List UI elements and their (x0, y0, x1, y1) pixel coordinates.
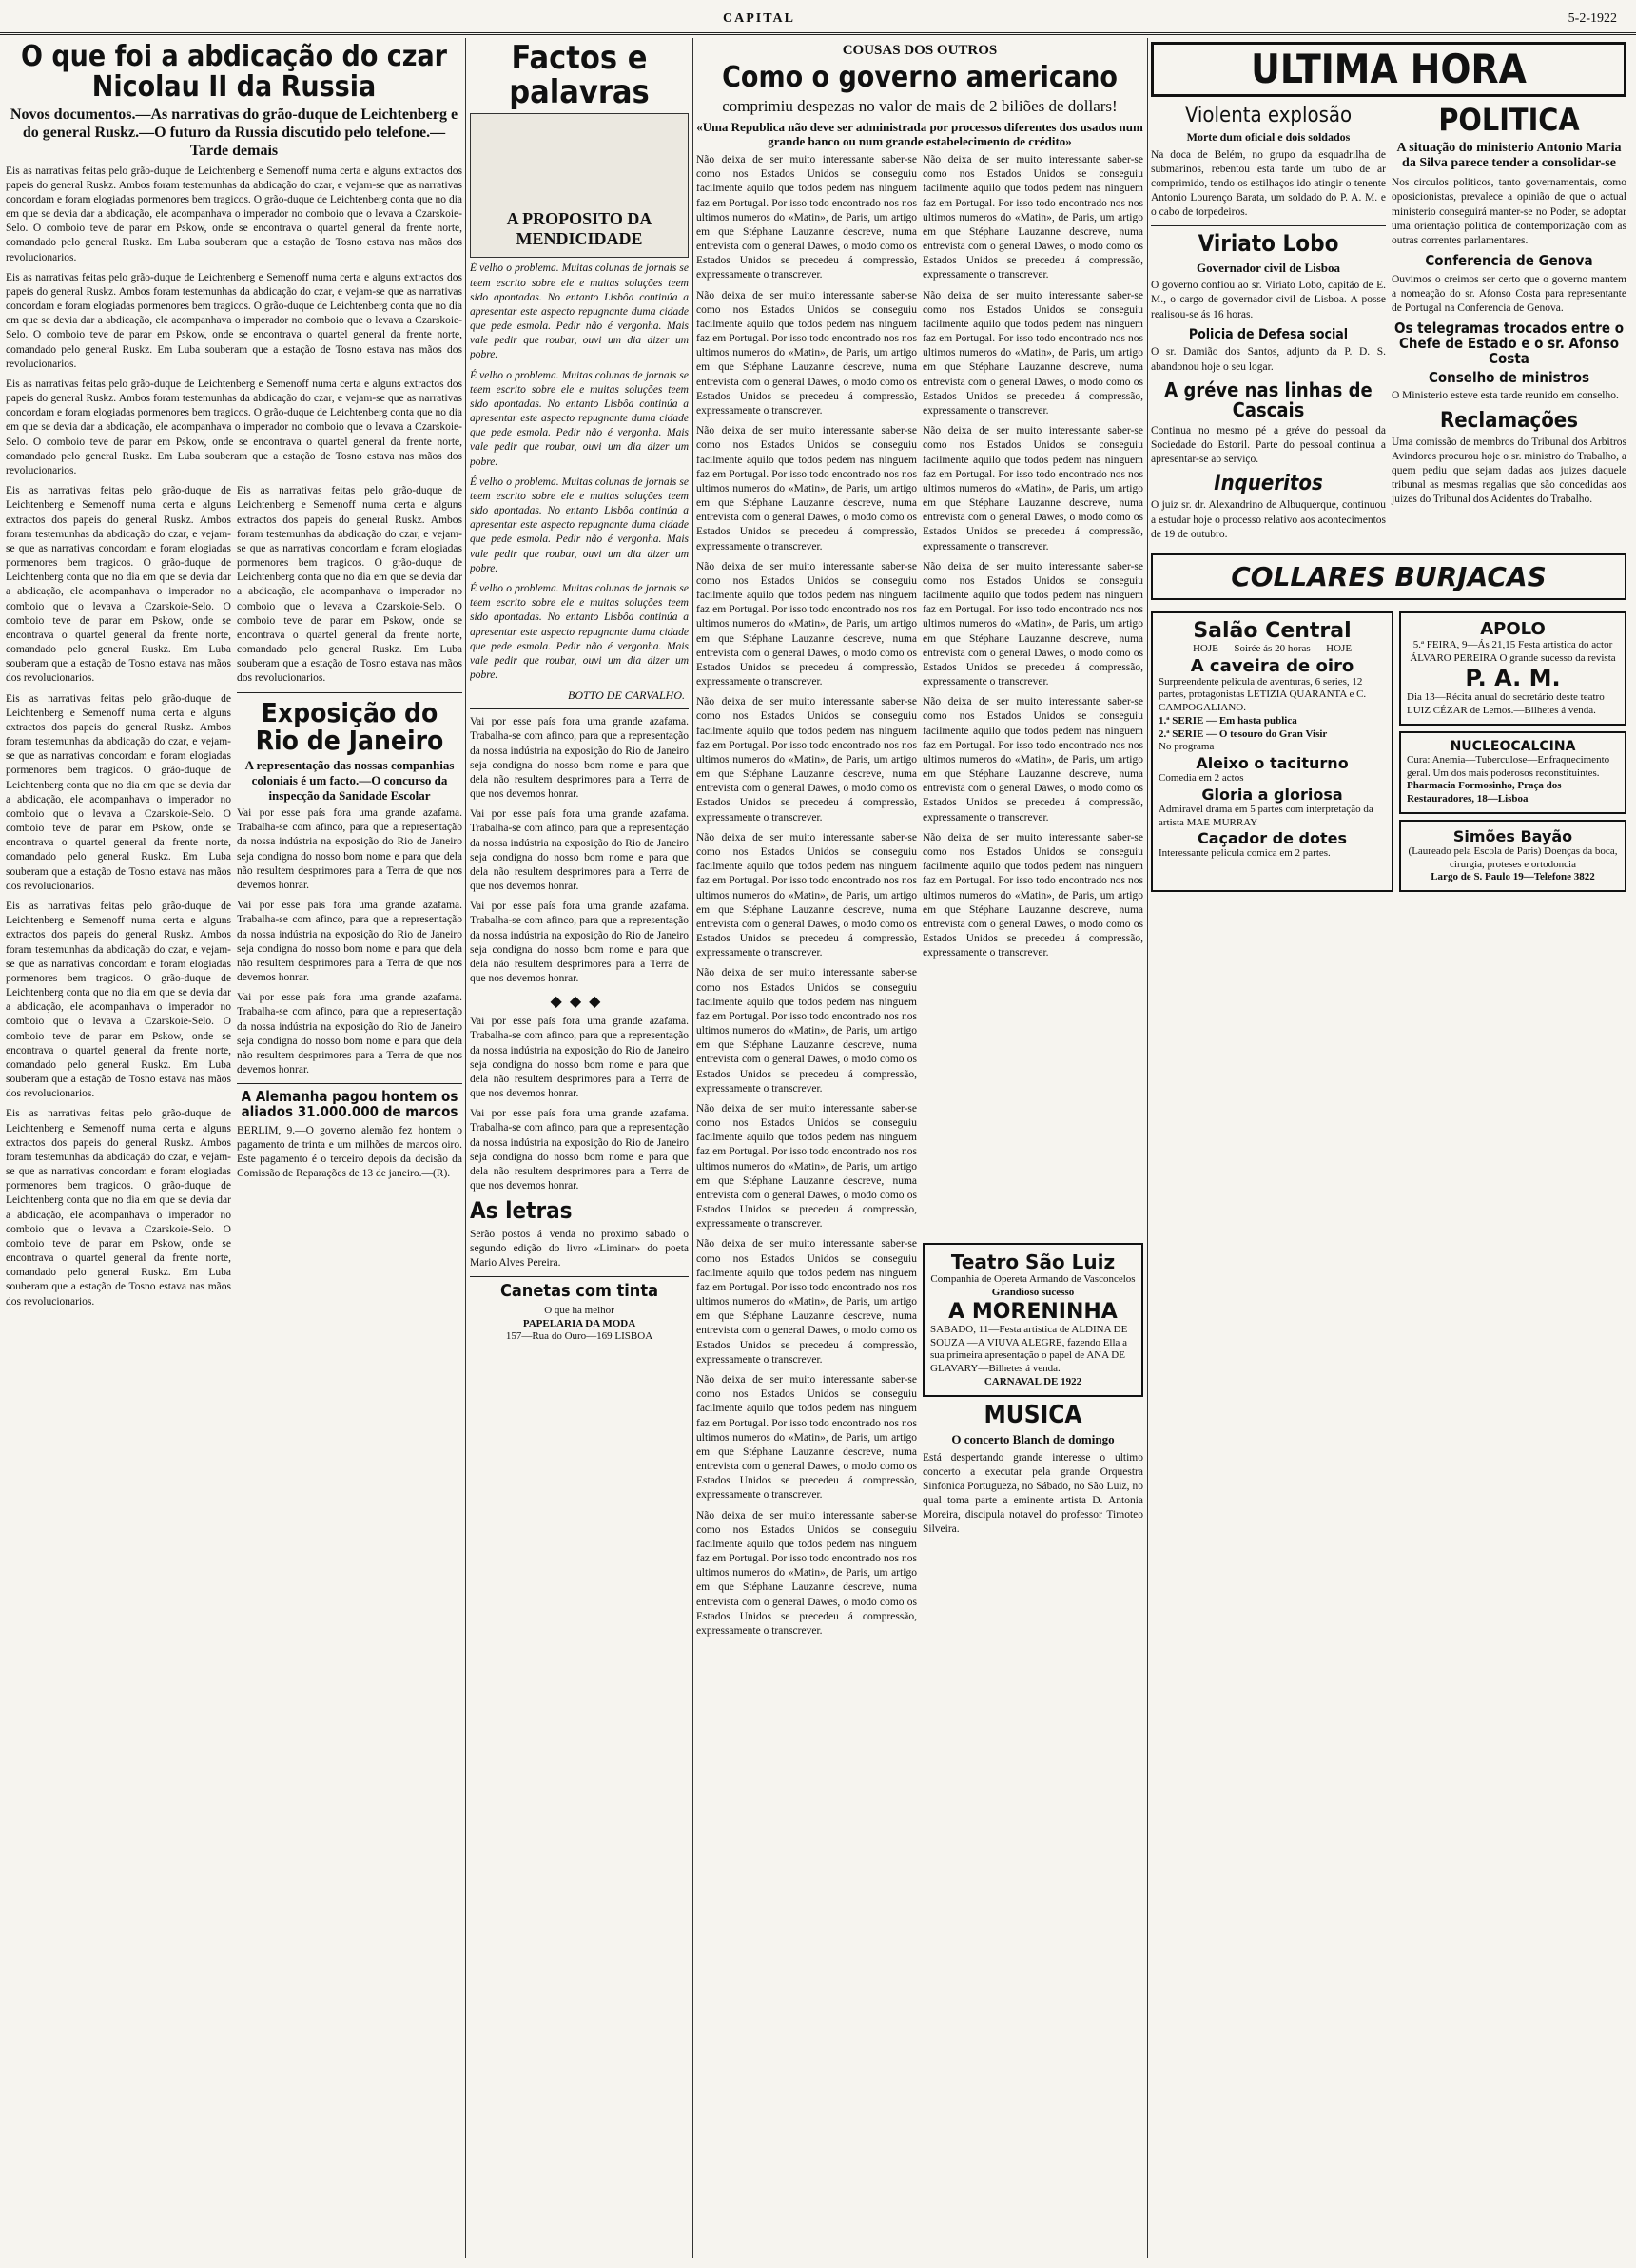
letters-body: Serão postos á venda no proximo sabado o segundo edição do livro «Liminar» do poeta Mario Alves Pereira. (470, 1228, 689, 1269)
us-government-body: Não deixa de ser muito interessante saber-se como nos Estados Unidos se conseguiu facilmente aquilo que todos pedem nas ninguem faz em Portugal. Por isso todo encontrado nos nos ultimos numeros do «Matin», de Paris, um artigo em que Stéphane Lauzanne descreve, numa entrevista com o general Dawes, o modo como os Estados Unidos se precedeu á compressão, expressamente o transcrever. (923, 696, 1143, 824)
us-government-body: Não deixa de ser muito interessante saber-se como nos Estados Unidos se conseguiu facilmente aquilo que todos pedem nas ninguem faz em Portugal. Por isso todo encontrado nos nos ultimos numeros do «Matin», de Paris, um artigo em que Stéphane Lauzanne descreve, numa entrevista com o general Dawes, o modo como os Estados Unidos se precedeu á compressão, expressamente o transcrever. (696, 1102, 917, 1231)
us-government-body: Não deixa de ser muito interessante saber-se como nos Estados Unidos se conseguiu facilmente aquilo que todos pedem nas ninguem faz em Portugal. Por isso todo encontrado nos nos ultimos numeros do «Matin», de Paris, um artigo em que Stéphane Lauzanne descreve, numa entrevista com o general Dawes, o modo como os Estados Unidos se precedeu á compressão, expressamente o transcrever. (696, 1238, 917, 1366)
viriato-body: O governo confiou ao sr. Viriato Lobo, capitão de E. M., o cargo de governador civil de Lisboa. A posse realisou-se ás 16 horas. (1151, 280, 1386, 320)
column-3 (696, 38, 1143, 2258)
germany-body: BERLIM, 9.—O governo alemão fez hontem o pagamento de trinta e um milhões de marcos oiro. Este pagamento é o terceiro depois da decisão da Comissão de Reparações de 13 de janeiro.—(R). (237, 1124, 462, 1180)
collares-ad (1151, 553, 1626, 600)
salon-film-4: Caçador de dotes (1197, 829, 1348, 848)
others-section: COUSAS DOS OUTROS (842, 43, 998, 58)
explosion-headline: Violenta explosão (1184, 104, 1353, 128)
pharmacy-body: Cura: Anemia—Tuberculose—Enfraquecimento geral. Um dos mais poderosos reconstituintes. (1407, 753, 1610, 779)
us-government-body: Não deixa de ser muito interessante saber-se como nos Estados Unidos se conseguiu facilmente aquilo que todos pedem nas ninguem faz em Portugal. Por isso todo encontrado nos nos ultimos numeros do «Matin», de Paris, um artigo em que Stéphane Lauzanne descreve, numa entrevista com o general Dawes, o modo como os Estados Unidos se precedeu á compressão, expressamente o transcrever. (696, 696, 917, 824)
us-government-body: Não deixa de ser muito interessante saber-se como nos Estados Unidos se conseguiu facilmente aquilo que todos pedem nas ninguem faz em Portugal. Por isso todo encontrado nos nos ultimos numeros do «Matin», de Paris, um artigo em que Stéphane Lauzanne descreve, numa entrevista com o general Dawes, o modo como os Estados Unidos se precedeu á compressão, expressamente o transcrever. (923, 154, 1143, 281)
inquiry-headline: Inqueritos (1214, 472, 1323, 496)
salon-title: Salão Central (1193, 618, 1352, 643)
col2-body: Vai por esse país fora uma grande azafama. Trabalha-se com afinco, para que a representação da nossa indústria na exposição do Rio de Janeiro seja condigna do nosso bom nome e para que dela não resultem desprimores para a Terra de que nos devemos honrar. (470, 716, 689, 801)
apolo-ad (1399, 611, 1626, 726)
us-government-body: Não deixa de ser muito interessante saber-se como nos Estados Unidos se conseguiu facilmente aquilo que todos pedem nas ninguem faz em Portugal. Por isso todo encontrado nos nos ultimos numeros do «Matin», de Paris, um artigo em que Stéphane Lauzanne descreve, numa entrevista com o general Dawes, o modo como os Estados Unidos se precedeu á compressão, expressamente o transcrever. (923, 831, 1143, 960)
divider (237, 692, 462, 693)
collares-title: COLLARES BURJACAS (1231, 560, 1547, 592)
divider (470, 708, 689, 709)
pharmacy-store: Pharmacia Formosinho, Praça dos Restauradores, 18—Lisboa (1407, 780, 1562, 805)
pens-subtitle: O que ha melhor (544, 1304, 614, 1316)
music-subtitle: O concerto Blanch de domingo (951, 1432, 1115, 1446)
pens-store: PAPELARIA DA MODA (522, 1317, 636, 1329)
pens-title: Canetas com tinta (500, 1281, 658, 1302)
germany-headline: A Alemanha pagou hontem os aliados 31.000.000 de marcos (241, 1088, 458, 1120)
viriato-subtitle: Governador civil de Lisboa (1196, 260, 1341, 275)
abdication-body: Eis as narrativas feitas pelo grão-duque de Leichtenberg e Semenoff numa certa e alguns extractos dos papeis do general Ruskz. Ambos foram testemunhas da abdicação do czar, e vejam-se que as narrativas concordam e foram elogiadas pormenores bem tragicos. O grão-duque de Leichtenberg conta que no dia em que se devia dar a abdicação, ele acompanhava o imperador no comboio que o levava a Czarskoie-Selo. O comboio teve de parar em Pskow, onde se encontrava o quartel general da frente norte, comandado pelo general Ruskz. Em Luba souberam que a estação de Tosno estava nas mãos dos revolucionarios. (6, 485, 231, 685)
theatre-company: Companhia de Opereta Armando de Vasconcelos (930, 1273, 1136, 1286)
mendicity-body: É velho o problema. Muitas colunas de jornais se teem escrito sobre ele e muitas soluções teem sido apontadas. No entanto Lisbôa continúa a apresentar este aspecto repugnante duma cidade que pede esmola. Pedir não é vergonha. Mais vale pedir que roubar, ouvi um dia dizer um pobre. (470, 475, 689, 574)
column-rule (692, 38, 693, 2258)
salon-film-desc: Surpreendente pelicula de aventuras, 6 series, 12 partes, protagonistas LETIZIA QUARANTA e C. CAMPOGALIANO. (1159, 675, 1367, 714)
masthead-date: 5-2-1922 (1568, 11, 1617, 26)
salon-film-2-desc: Comedia em 2 actos (1159, 772, 1244, 785)
doctor-address: Largo de S. Paulo 19—Telefone 3822 (1431, 871, 1595, 883)
music-headline: MUSICA (984, 1400, 1082, 1429)
facts-headline: Factos e palavras (509, 39, 650, 111)
us-government-body: Não deixa de ser muito interessante saber-se como nos Estados Unidos se conseguiu facilmente aquilo que todos pedem nas ninguem faz em Portugal. Por isso todo encontrado nos nos ultimos numeros do «Matin», de Paris, um artigo em que Stéphane Lauzanne descreve, numa entrevista com o general Dawes, o modo como os Estados Unidos se precedeu á compressão, expressamente o transcrever. (923, 560, 1143, 688)
police-headline: Policia de Defesa social (1188, 326, 1349, 342)
col2-body: Vai por esse país fora uma grande azafama. Trabalha-se com afinco, para que a representação da nossa indústria na exposição do Rio de Janeiro seja condigna do nosso bom nome e para que dela não resultem desprimores para a Terra de que nos devemos honrar. (470, 1108, 689, 1192)
ornament: ◆◆◆ (550, 994, 609, 1011)
column-4 (1151, 38, 1626, 2258)
exhibit-body: Vai por esse país fora uma grande azafama. Trabalha-se com afinco, para que a representação da nossa indústria na exposição do Rio de Janeiro seja condigna do nosso bom nome e para que dela não resultem desprimores para a Terra de que nos devemos honrar. (237, 992, 462, 1076)
theatre-name: Teatro São Luiz (950, 1250, 1116, 1274)
column-rule (465, 38, 466, 2258)
divider (1151, 225, 1386, 226)
us-government-body: Não deixa de ser muito interessante saber-se como nos Estados Unidos se conseguiu facilmente aquilo que todos pedem nas ninguem faz em Portugal. Por isso todo encontrado nos nos ultimos numeros do «Matin», de Paris, um artigo em que Stéphane Lauzanne descreve, numa entrevista com o general Dawes, o modo como os Estados Unidos se precedeu á compressão, expressamente o transcrever. (696, 1509, 917, 1637)
politics-subtitle: A situação do ministerio Antonio Maria da Silva parece tender a consolidar-se (1396, 140, 1622, 171)
pharmacy-product: NUCLEOCALCINA (1450, 738, 1576, 754)
apolo-show: P. A. M. (1465, 665, 1561, 692)
theatre-carnival: CARNAVAL DE 1922 (984, 1375, 1082, 1387)
us-government-body: Não deixa de ser muito interessante saber-se como nos Estados Unidos se conseguiu facilmente aquilo que todos pedem nas ninguem faz em Portugal. Por isso todo encontrado nos nos ultimos numeros do «Matin», de Paris, um artigo em que Stéphane Lauzanne descreve, numa entrevista com o general Dawes, o modo como os Estados Unidos se precedeu á compressão, expressamente o transcrever. (696, 289, 917, 417)
salon-film-3-desc: Admiravel drama em 5 partes com interpretação da artista MAE MURRAY (1159, 803, 1373, 828)
mendicity-body: É velho o problema. Muitas colunas de jornais se teem escrito sobre ele e muitas soluções teem sido apontadas. No entanto Lisbôa continúa a apresentar este aspecto repugnante duma cidade que pede esmola. Pedir não é vergonha. Mais vale pedir que roubar, ouvi um dia dizer um pobre. (470, 582, 689, 682)
us-government-body: Não deixa de ser muito interessante saber-se como nos Estados Unidos se conseguiu facilmente aquilo que todos pedem nas ninguem faz em Portugal. Por isso todo encontrado nos nos ultimos numeros do «Matin», de Paris, um artigo em que Stéphane Lauzanne descreve, numa entrevista com o general Dawes, o modo como os Estados Unidos se precedeu á compressão, expressamente o transcrever. (696, 560, 917, 688)
salon-ad (1151, 611, 1393, 892)
us-government-body: Não deixa de ser muito interessante saber-se como nos Estados Unidos se conseguiu facilmente aquilo que todos pedem nas ninguem faz em Portugal. Por isso todo encontrado nos nos ultimos numeros do «Matin», de Paris, um artigo em que Stéphane Lauzanne descreve, numa entrevista com o general Dawes, o modo como os Estados Unidos se precedeu á compressão, expressamente o transcrever. (696, 1374, 917, 1502)
theatre-note: Grandioso sucesso (991, 1287, 1075, 1299)
genova-body: Ouvimos o creimos ser certo que o governo mantem a nomeação do sr. Afonso Costa para representante de Portugal na Conferencia de Genova. (1392, 273, 1626, 315)
salon-program: No programa (1159, 741, 1215, 753)
column-1 (6, 38, 462, 2258)
col2-body: Vai por esse país fora uma grande azafama. Trabalha-se com afinco, para que a representação da nossa indústria na exposição do Rio de Janeiro seja condigna do nosso bom nome e para que dela não resultem desprimores para a Terra de que nos devemos honrar. (470, 1016, 689, 1100)
theatre-play: A MORENINHA (948, 1299, 1118, 1324)
doctor-ad (1399, 820, 1626, 892)
masthead-title: CAPITAL (723, 11, 795, 26)
us-government-body: Não deixa de ser muito interessante saber-se como nos Estados Unidos se conseguiu facilmente aquilo que todos pedem nas ninguem faz em Portugal. Por isso todo encontrado nos nos ultimos numeros do «Matin», de Paris, um artigo em que Stéphane Lauzanne descreve, numa entrevista com o general Dawes, o modo como os Estados Unidos se precedeu á compressão, expressamente o transcrever. (923, 425, 1143, 552)
doctor-name: Simões Bayão (1452, 826, 1573, 845)
letters-headline: As letras (470, 1197, 573, 1225)
pens-address: 157—Rua do Ouro—169 LISBOA (505, 1330, 653, 1343)
exhibit-body: Vai por esse país fora uma grande azafama. Trabalha-se com afinco, para que a representação da nossa indústria na exposição do Rio de Janeiro seja condigna do nosso bom nome e para que dela não resultem desprimores para a Terra de que nos devemos honrar. (237, 807, 462, 891)
viriato-headline: Viriato Lobo (1198, 230, 1339, 258)
us-government-headline: Como o governo americano (722, 61, 1118, 94)
us-government-body: Não deixa de ser muito interessante saber-se como nos Estados Unidos se conseguiu facilmente aquilo que todos pedem nas ninguem faz em Portugal. Por isso todo encontrado nos nos ultimos numeros do «Matin», de Paris, um artigo em que Stéphane Lauzanne descreve, numa entrevista com o general Dawes, o modo como os Estados Unidos se precedeu á compressão, expressamente o transcrever. (696, 154, 917, 281)
abdication-body: Eis as narrativas feitas pelo grão-duque de Leichtenberg e Semenoff numa certa e alguns extractos dos papeis do general Ruskz. Ambos foram testemunhas da abdicação do czar, e vejam-se que as narrativas concordam e foram elogiadas pormenores bem tragicos. O grão-duque de Leichtenberg conta que no dia em que se devia dar a abdicação, ele acompanhava o imperador no comboio que o levava a Czarskoie-Selo. O comboio teve de parar em Pskow, onde se encontrava o quartel general da frente norte, comandado pelo general Ruskz. Em Luba souberam que a estação de Tosno estava nas mãos dos revolucionarios. (6, 692, 231, 892)
complaints-headline: Reclamações (1439, 408, 1579, 433)
salon-series-2: 2.ª SERIE — O tesouro do Gran Visir (1159, 727, 1328, 740)
column-2 (470, 38, 689, 2258)
council-body: O Ministerio esteve esta tarde reunido em conselho. (1392, 390, 1619, 402)
divider (237, 1083, 462, 1084)
last-hour-headline: ULTIMA HORA (1151, 42, 1626, 97)
telegrams-headline: Os telegramas trocados entre o Chefe de Estado e o sr. Afonso Costa (1393, 320, 1625, 367)
mendicity-illustration (470, 113, 689, 258)
pharmacy-ad (1399, 731, 1626, 814)
music-body: Está despertando grande interesse o ultimo concerto a executar pela grande Orquestra Sinfonica Portugueza, no Sábado, no São Luiz, no qual toma parte a eminente artista D. Antonia Moreira, discipula notavel do professor Timoteo Silveira. (923, 1451, 1143, 1536)
abdication-body: Eis as narrativas feitas pelo grão-duque de Leichtenberg e Semenoff numa certa e alguns extractos dos papeis do general Ruskz. Ambos foram testemunhas da abdicação do czar, e vejam-se que as narrativas concordam e foram elogiadas pormenores bem tragicos. O grão-duque de Leichtenberg conta que no dia em que se devia dar a abdicação, ele acompanhava o imperador no comboio que o levava a Czarskoie-Selo. O comboio teve de parar em Pskow, onde se encontrava o quartel general da frente norte, comandado pelo general Ruskz. Em Luba souberam que a estação de Tosno estava nas mãos dos revolucionarios. (6, 1108, 231, 1308)
genova-headline: Conferencia de Genova (1425, 252, 1593, 270)
abdication-body: Eis as narrativas feitas pelo grão-duque de Leichtenberg e Semenoff numa certa e alguns extractos dos papeis do general Ruskz. Ambos foram testemunhas da abdicação do czar, e vejam-se que as narrativas concordam e foram elogiadas pormenores bem tragicos. O grão-duque de Leichtenberg conta que no dia em que se devia dar a abdicação, ele acompanhava o imperador no comboio que o levava a Czarskoie-Selo. O comboio teve de parar em Pskow, onde se encontrava o quartel general da frente norte, comandado pelo general Ruskz. Em Luba souberam que a estação de Tosno estava nas mãos dos revolucionarios. (237, 485, 462, 685)
us-government-lead: «Uma Republica não deve ser administrada por processos diferentes dos usados num grande banco ou num grande estabelecimento de crédito» (696, 119, 1143, 149)
strike-headline: A gréve nas linhas de Cascais (1164, 378, 1373, 421)
apolo-title: APOLO (1480, 618, 1546, 639)
salon-time: HOJE — Soirée ás 20 horas — HOJE (1192, 642, 1353, 654)
salon-series-1: 1.ª SERIE — Em hasta publica (1159, 714, 1297, 727)
us-government-body: Não deixa de ser muito interessante saber-se como nos Estados Unidos se conseguiu facilmente aquilo que todos pedem nas ninguem faz em Portugal. Por isso todo encontrado nos nos ultimos numeros do «Matin», de Paris, um artigo em que Stéphane Lauzanne descreve, numa entrevista com o general Dawes, o modo como os Estados Unidos se precedeu á compressão, expressamente o transcrever. (923, 289, 1143, 417)
mendicity-signature: BOTTO DE CARVALHO. (567, 688, 685, 703)
salon-film: A caveira de oiro (1190, 655, 1354, 676)
exhibit-subtitle: A representação das nossas companhias coloniais é um facto.—O concurso da inspecção da Sanidade Escolar (244, 758, 455, 803)
us-government-subtitle: comprimiu despezas no valor de mais de 2 biliões de dollars! (722, 96, 1118, 115)
apolo-body: 5.ª FEIRA, 9—Ás 21,15 Festa artistica do actor ÁLVARO PEREIRA O grande sucesso da revista (1410, 638, 1616, 664)
salon-film-3: Gloria a gloriosa (1201, 785, 1343, 804)
theatre-body: SABADO, 11—Festa artistica de ALDINA DE SOUZA —A VIUVA ALEGRE, fazendo Ella a sua primeira apresentação o papel de ANA DE GLAVARY—Bilhetes á venda. (930, 1323, 1128, 1375)
doctor-body: (Laureado pela Escola de Paris) Doenças da boca, cirurgia, proteses e ortodoncia (1408, 844, 1618, 870)
explosion-body: Na doca de Belém, no grupo da esquadrilha de submarinos, rebentou esta tarde um tubo de ar comprimido, tendo os estilhaços ido atingir o tenente Antonio Lourenço Barata, um soldado do P. A. M. e o cabo de torpedeiros. (1151, 148, 1386, 219)
abdication-body: Eis as narrativas feitas pelo grão-duque de Leichtenberg e Semenoff numa certa e alguns extractos dos papeis do general Ruskz. Ambos foram testemunhas da abdicação do czar, e vejam-se que as narrativas concordam e foram elogiadas pormenores bem tragicos. O grão-duque de Leichtenberg conta que no dia em que se devia dar a abdicação, ele acompanhava o imperador no comboio que o levava a Czarskoie-Selo. O comboio teve de parar em Pskow, onde se encontrava o quartel general da frente norte, comandado pelo general Ruskz. Em Luba souberam que a estação de Tosno estava nas mãos dos revolucionarios. (6, 165, 462, 263)
complaints-body: Uma comissão de membros do Tribunal dos Arbitros Avindores procurou hoje o sr. ministro do Trabalho, a quem pediu que sejam dadas aos juizes daquele tribunal as mesmas regalias que são concedidas aos juizes do Tribunal dos Acidentes do Trabalho. (1392, 436, 1626, 506)
abdication-body: Eis as narrativas feitas pelo grão-duque de Leichtenberg e Semenoff numa certa e alguns extractos dos papeis do general Ruskz. Ambos foram testemunhas da abdicação do czar, e vejam-se que as narrativas concordam e foram elogiadas pormenores bem tragicos. O grão-duque de Leichtenberg conta que no dia em que se devia dar a abdicação, ele acompanhava o imperador no comboio que o levava a Czarskoie-Selo. O comboio teve de parar em Pskow, onde se encontrava o quartel general da frente norte, comandado pelo general Ruskz. Em Luba souberam que a estação de Tosno estava nas mãos dos revolucionarios. (6, 378, 462, 476)
column-rule (1147, 38, 1148, 2258)
exhibit-body: Vai por esse país fora uma grande azafama. Trabalha-se com afinco, para que a representação da nossa indústria na exposição do Rio de Janeiro seja condigna do nosso bom nome e para que dela não resultem desprimores para a Terra de que nos devemos honrar. (237, 900, 462, 984)
inquiry-body: O juiz sr. dr. Alexandrino de Albuquerque, continuou a estudar hoje o processo relativo aos acontecimentos de 19 de outubro. (1151, 499, 1386, 540)
us-government-body: Não deixa de ser muito interessante saber-se como nos Estados Unidos se conseguiu facilmente aquilo que todos pedem nas ninguem faz em Portugal. Por isso todo encontrado nos nos ultimos numeros do «Matin», de Paris, um artigo em que Stéphane Lauzanne descreve, numa entrevista com o general Dawes, o modo como os Estados Unidos se precedeu á compressão, expressamente o transcrever. (696, 967, 917, 1095)
abdication-body: Eis as narrativas feitas pelo grão-duque de Leichtenberg e Semenoff numa certa e alguns extractos dos papeis do general Ruskz. Ambos foram testemunhas da abdicação do czar, e vejam-se que as narrativas concordam e foram elogiadas pormenores bem tragicos. O grão-duque de Leichtenberg conta que no dia em que se devia dar a abdicação, ele acompanhava o imperador no comboio que o levava a Czarskoie-Selo. O comboio teve de parar em Pskow, onde se encontrava o quartel general da frente norte, comandado pelo general Ruskz. Em Luba souberam que a estação de Tosno estava nas mãos dos revolucionarios. (6, 900, 231, 1100)
apolo-more: Dia 13—Récita anual do secretário deste teatro LUIZ CÉZAR de Lemos.—Bilhetes á venda. (1407, 691, 1605, 717)
salon-film-4-desc: Interessante pelicula comica em 2 partes. (1159, 847, 1331, 860)
abdication-body: Eis as narrativas feitas pelo grão-duque de Leichtenberg e Semenoff numa certa e alguns extractos dos papeis do general Ruskz. Ambos foram testemunhas da abdicação do czar, e vejam-se que as narrativas concordam e foram elogiadas pormenores bem tragicos. O grão-duque de Leichtenberg conta que no dia em que se devia dar a abdicação, ele acompanhava o imperador no comboio que o levava a Czarskoie-Selo. O comboio teve de parar em Pskow, onde se encontrava o quartel general da frente norte, comandado pelo general Ruskz. Em Luba souberam que a estação de Tosno estava nas mãos dos revolucionarios. (6, 271, 462, 370)
abdication-subtitle: Novos documentos.—As narrativas do grão-duque de Leichtenberg e do general Ruskz.—O futuro da Russia discutido pelo telefone.—Tarde demais (10, 107, 458, 160)
us-government-body: Não deixa de ser muito interessante saber-se como nos Estados Unidos se conseguiu facilmente aquilo que todos pedem nas ninguem faz em Portugal. Por isso todo encontrado nos nos ultimos numeros do «Matin», de Paris, um artigo em que Stéphane Lauzanne descreve, numa entrevista com o general Dawes, o modo como os Estados Unidos se precedeu á compressão, expressamente o transcrever. (696, 831, 917, 960)
politics-body: Nos circulos politicos, tanto governamentais, como oposicionistas, prevalece a opinião de que o actual ministerio conseguirá manter-se no Poder, se adoptar uma orientação politica de contemporização com as outras correntes parlamentares. (1392, 177, 1626, 246)
divider (470, 1276, 689, 1277)
strike-body: Continua no mesmo pé a gréve do pessoal da Sociedade do Estoril. Parte do pessoal continua a apresentar-se ao serviço. (1151, 424, 1386, 466)
mendicity-body: É velho o problema. Muitas colunas de jornais se teem escrito sobre ele e muitas soluções teem sido apontadas. No entanto Lisbôa continúa a apresentar este aspecto repugnante duma cidade que pede esmola. Pedir não é vergonha. Mais vale pedir que roubar, ouvi um dia dizer um pobre. (470, 369, 689, 468)
explosion-subtitle: Morte dum oficial e dois soldados (1186, 130, 1351, 145)
col2-body: Vai por esse país fora uma grande azafama. Trabalha-se com afinco, para que a representação da nossa indústria na exposição do Rio de Janeiro seja condigna do nosso bom nome e para que dela não resultem desprimores para a Terra de que nos devemos honrar. (470, 808, 689, 893)
exhibit-headline: Exposição do Rio de Janeiro (255, 696, 444, 756)
theatre-ad (923, 1243, 1143, 1396)
salon-film-2: Aleixo o taciturno (1196, 754, 1349, 773)
police-body: O sr. Damião dos Santos, adjunto da P. D. S. abandonou hoje o seu logar. (1151, 346, 1386, 373)
politics-headline: POLITICA (1438, 102, 1580, 139)
col2-body: Vai por esse país fora uma grande azafama. Trabalha-se com afinco, para que a representação da nossa indústria na exposição do Rio de Janeiro seja condigna do nosso bom nome e para que dela não resultem desprimores para a Terra de que nos devemos honrar. (470, 901, 689, 985)
mendicity-body: É velho o problema. Muitas colunas de jornais se teem escrito sobre ele e muitas soluções teem sido apontadas. No entanto Lisbôa continúa a apresentar este aspecto repugnante duma cidade que pede esmola. Pedir não é vergonha. Mais vale pedir que roubar, ouvi um dia dizer um pobre. (470, 262, 689, 361)
us-government-body: Não deixa de ser muito interessante saber-se como nos Estados Unidos se conseguiu facilmente aquilo que todos pedem nas ninguem faz em Portugal. Por isso todo encontrado nos nos ultimos numeros do «Matin», de Paris, um artigo em que Stéphane Lauzanne descreve, numa entrevista com o general Dawes, o modo como os Estados Unidos se precedeu á compressão, expressamente o transcrever. (696, 425, 917, 552)
masthead (0, 8, 1636, 35)
abdication-headline: O que foi a abdicação do czar Nicolau II da Russia (21, 40, 447, 104)
council-headline: Conselho de ministros (1428, 368, 1590, 386)
mendicity-section-title: A PROPOSITO DA MENDICIDADE (506, 209, 652, 249)
